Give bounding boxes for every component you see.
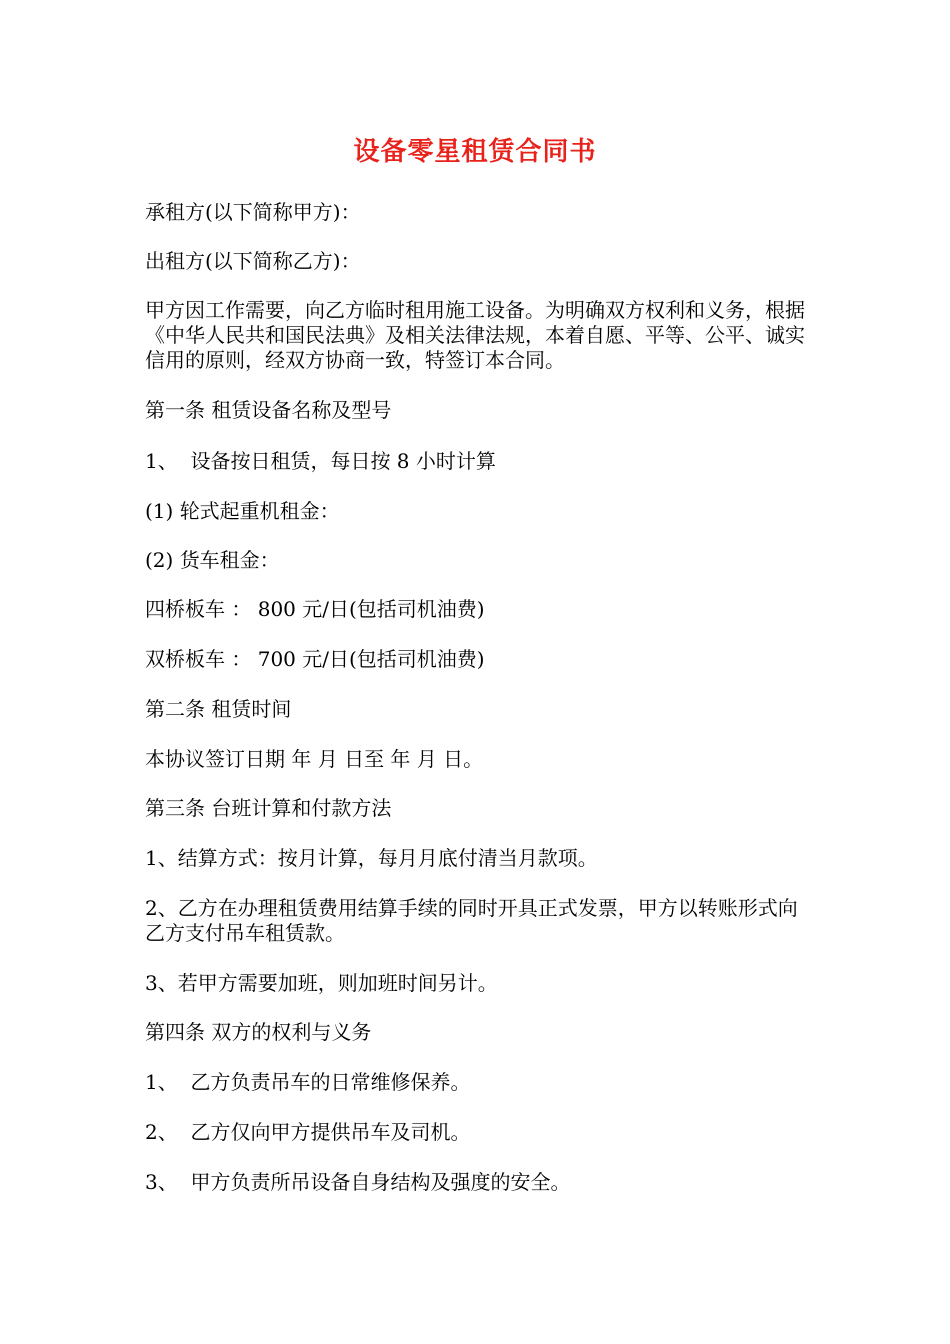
paragraph-lessee: 承租方(以下简称甲方)：: [145, 200, 361, 224]
article-2-heading: 第二条 租赁时间: [145, 697, 292, 721]
article-2-term: 本协议签订日期 年 月 日至 年 月 日。: [145, 747, 484, 771]
article-1-subitem-1: (1) 轮式起重机租金：: [145, 499, 340, 523]
article-4-item-2: 2、 乙方仅向甲方提供吊车及司机。: [145, 1120, 471, 1144]
article-1-item-1: 1、 设备按日租赁，每日按 8 小时计算: [145, 449, 496, 473]
article-3-item-3: 3、若甲方需要加班，则加班时间另计。: [145, 971, 498, 995]
article-3-heading: 第三条 台班计算和付款方法: [145, 796, 392, 820]
article-1-heading: 第一条 租赁设备名称及型号: [145, 398, 392, 422]
article-4-item-3: 3、 甲方负责所吊设备自身结构及强度的安全。: [145, 1170, 571, 1194]
paragraph-preamble: 甲方因工作需要，向乙方临时租用施工设备。为明确双方权利和义务，根据《中华人民共和国民法典》及相关法律法规，本着自愿、平等、公平、诚实信用的原则，经双方协商一致，特签订本合同。: [145, 298, 805, 372]
paragraph-lessor: 出租方(以下简称乙方)：: [145, 249, 361, 273]
article-3-item-1: 1、结算方式：按月计算，每月月底付清当月款项。: [145, 846, 598, 870]
article-1-subitem-2: (2) 货车租金：: [145, 548, 280, 572]
rate-two-axle-trailer: 双桥板车 ： 700 元/日(包括司机油费): [145, 647, 485, 671]
article-3-item-2: 2、乙方在办理租赁费用结算手续的同时开具正式发票，甲方以转账形式向乙方支付吊车租赁款。: [145, 896, 798, 945]
article-4-heading: 第四条 双方的权利与义务: [145, 1020, 372, 1044]
rate-four-axle-trailer: 四桥板车 ： 800 元/日(包括司机油费): [145, 597, 485, 621]
article-4-item-1: 1、 乙方负责吊车的日常维修保养。: [145, 1070, 471, 1094]
document-title: 设备零星租赁合同书: [353, 137, 597, 167]
